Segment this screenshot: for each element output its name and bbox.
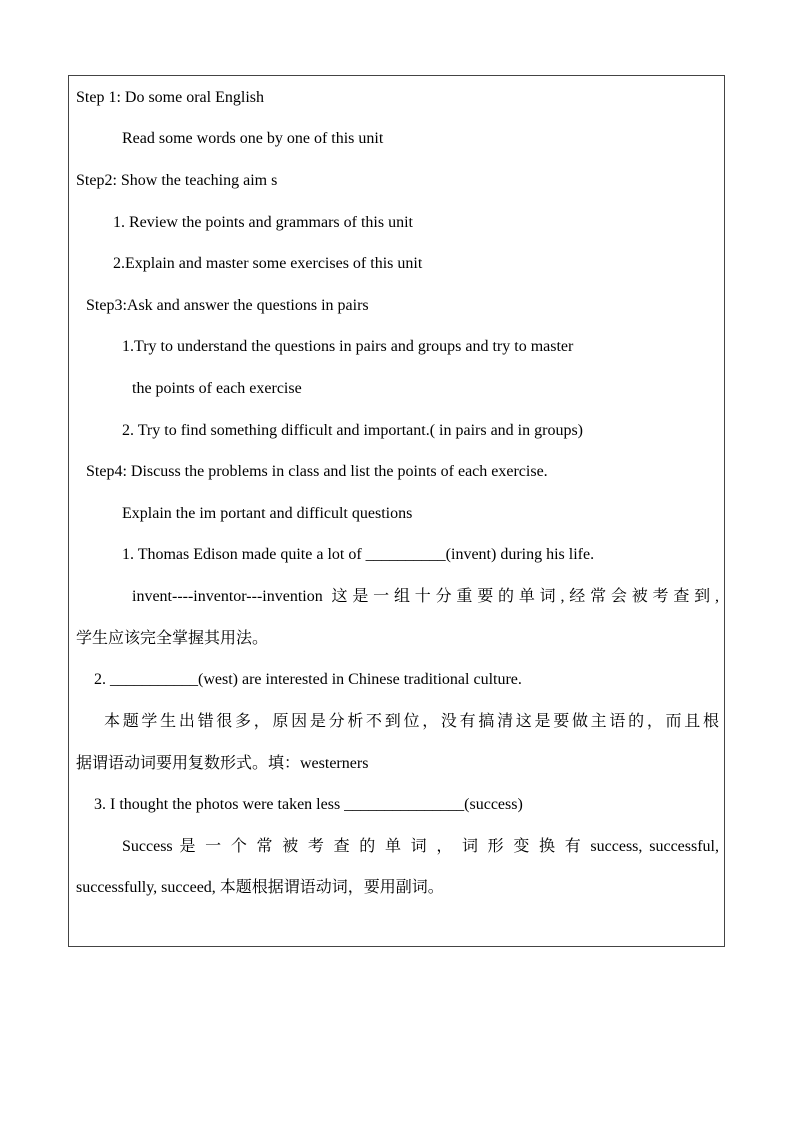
step2-heading: Step2: Show the teaching aim s <box>76 172 278 189</box>
question-2: 2. ___________(west) are interested in Chinese traditional culture. <box>94 671 522 688</box>
question-3-note-line-1: Success 是 一 个 常 被 考 查 的 单 词 ， 词 形 变 换 有 success, successful, <box>122 838 719 855</box>
step3-item-1-line-2: the points of each exercise <box>132 380 302 397</box>
question-3-note-line-2: successfully, succeed, 本题根据谓语动词，要用副词。 <box>76 879 444 896</box>
step3-item-1-line-1: 1.Try to understand the questions in pairs and groups and try to master <box>122 338 574 355</box>
step1-heading: Step 1: Do some oral English <box>76 89 264 106</box>
question-1-note-line-1: invent----inventor---invention 这是一组十分重要的单词,经常会被考查到, <box>132 588 719 605</box>
step3-item-2: 2. Try to find something difficult and important.( in pairs and in groups) <box>122 422 583 439</box>
question-3: 3. I thought the photos were taken less _______________(success) <box>94 796 523 813</box>
step4-heading: Step4: Discuss the problems in class and list the points of each exercise. <box>86 463 548 480</box>
question-2-note-line-1: 本题学生出错很多，原因是分析不到位，没有搞清这是要做主语的，而且根 <box>104 713 719 730</box>
step1-item: Read some words one by one of this unit <box>122 130 384 147</box>
step4-intro: Explain the im portant and difficult questions <box>122 505 413 522</box>
step2-item-1: 1. Review the points and grammars of this unit <box>113 214 413 231</box>
step2-item-2: 2.Explain and master some exercises of this unit <box>113 255 423 272</box>
question-1: 1. Thomas Edison made quite a lot of __________(invent) during his life. <box>122 546 595 563</box>
step3-heading: Step3:Ask and answer the questions in pairs <box>86 297 369 314</box>
question-1-note-line-2: 学生应该完全掌握其用法。 <box>76 630 269 647</box>
question-2-note-line-2: 据谓语动词要用复数形式。填：westerners <box>76 755 369 772</box>
